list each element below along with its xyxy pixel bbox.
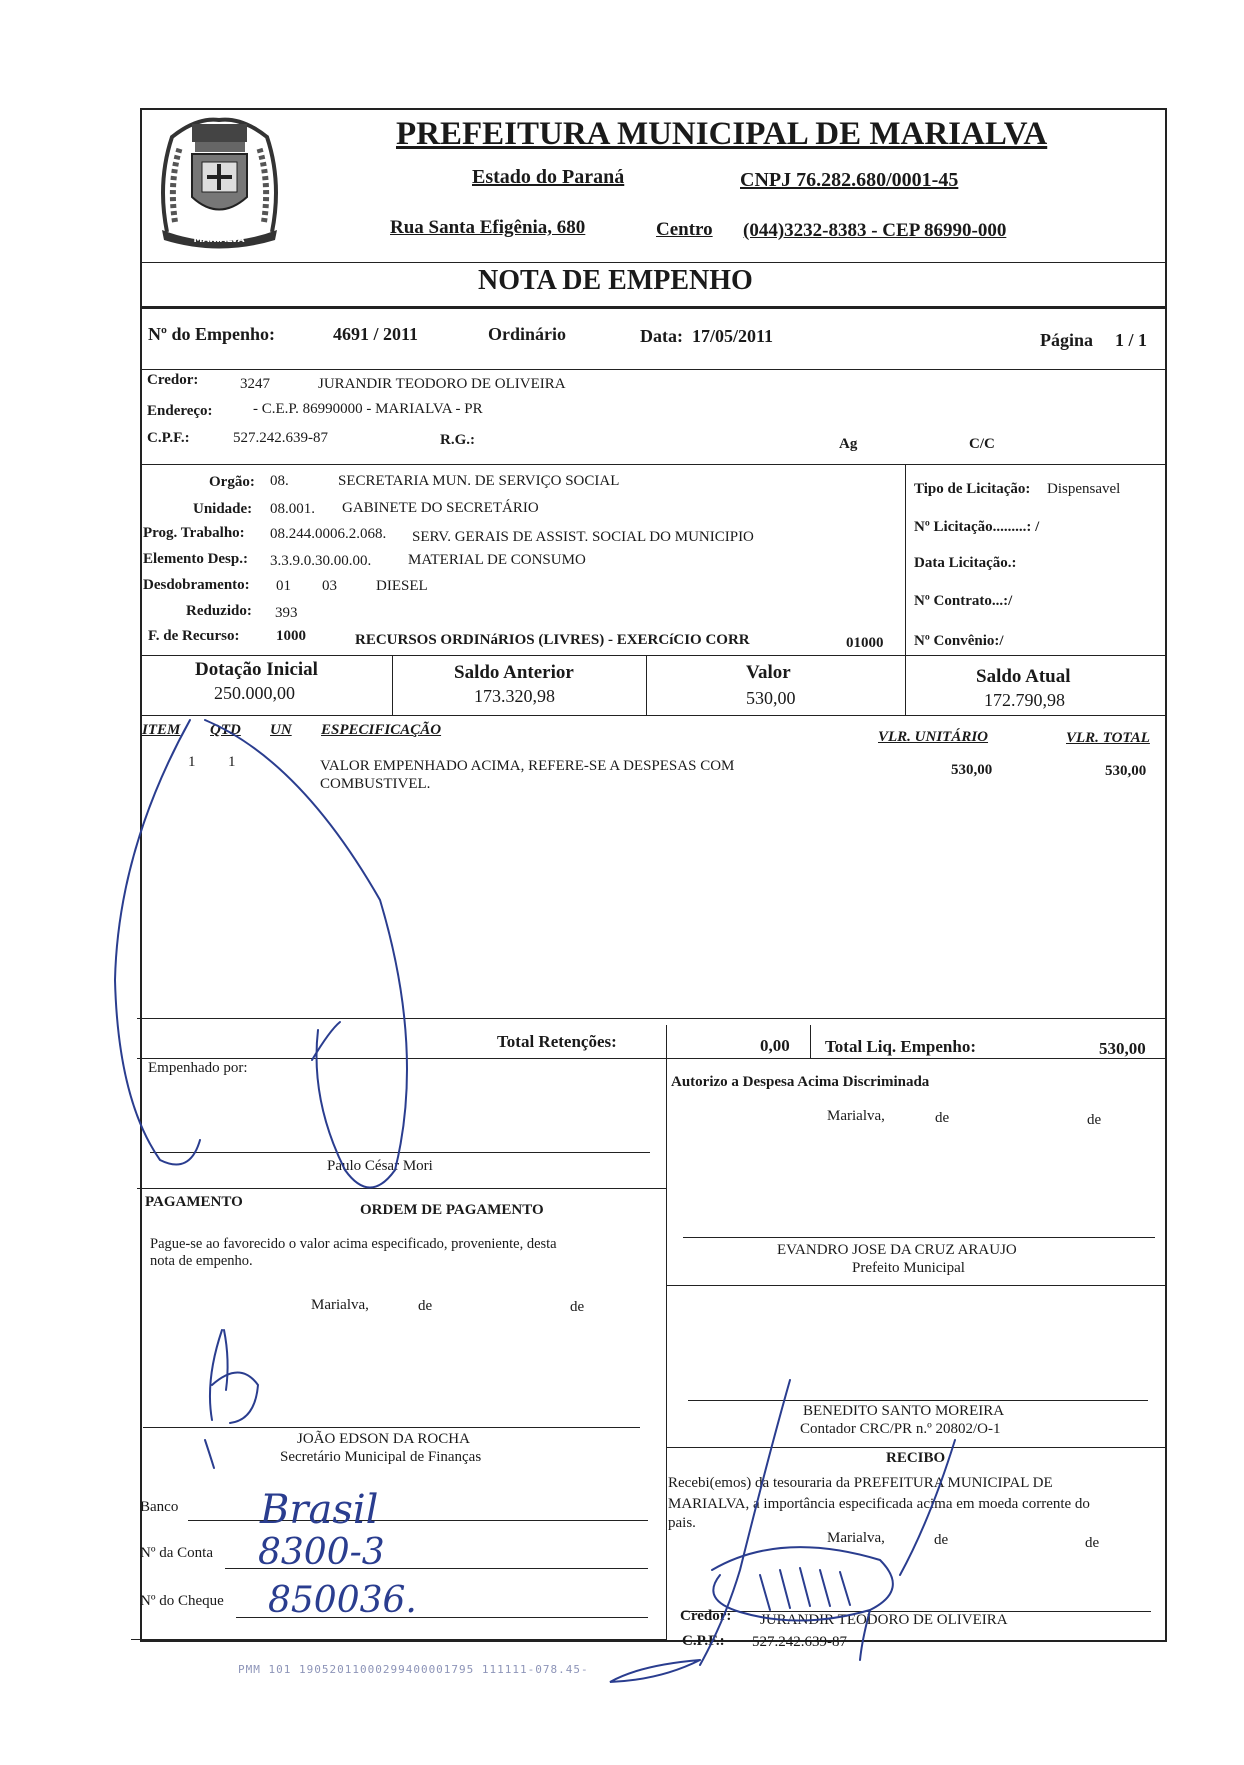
cpf-label: C.P.F.: (147, 430, 190, 446)
page-label: Página (1040, 330, 1094, 350)
unit-value-header: VLR. UNITÁRIO (878, 729, 989, 745)
unidade-name: GABINETE DO SECRETÁRIO (342, 500, 539, 516)
tipo-licitacao: Dispensavel (1047, 481, 1121, 497)
agency-label: Ag (839, 436, 858, 452)
pagamento-label: PAGAMENTO (145, 1194, 243, 1210)
street-address: Rua Santa Efigênia, 680 (390, 217, 586, 238)
row-qtd: 1 (228, 754, 236, 770)
signature-line (143, 1427, 640, 1428)
divider (131, 1639, 666, 1640)
divider (137, 1058, 1166, 1059)
divider (141, 464, 1166, 465)
row-spec-line2: COMBUSTIVEL. (320, 776, 431, 792)
retencoes-label: Total Retenções: (497, 1032, 617, 1051)
footer-control-code: PMM 101 19052011000299400001795 111111-078.45- (238, 1663, 589, 1676)
empenho-date: 17/05/2011 (692, 326, 774, 346)
cnpj: CNPJ 76.282.680/0001-45 (740, 169, 959, 191)
empenhado-signer: Paulo César Mori (327, 1158, 433, 1174)
autorizo-de1: de (935, 1110, 950, 1126)
divider (141, 306, 1166, 309)
retencoes-value: 0,00 (760, 1036, 790, 1055)
unidade-label: Unidade: (193, 501, 253, 517)
saldo-atual-label: Saldo Atual (976, 666, 1071, 687)
divider (137, 1188, 666, 1189)
rg-label: R.G.: (440, 432, 475, 448)
recibo-place: Marialva, (827, 1530, 885, 1546)
spec-header: ESPECIFICAÇÃO (321, 722, 442, 738)
district: Centro (656, 219, 713, 240)
autorizo-de2: de (1087, 1112, 1102, 1128)
financas-name: JOÃO EDSON DA ROCHA (297, 1431, 470, 1447)
valor-label: Valor (746, 662, 791, 683)
date-label: Data: (640, 326, 683, 346)
credor-name: JURANDIR TEODORO DE OLIVEIRA (318, 376, 566, 392)
elemento-name: MATERIAL DE CONSUMO (408, 552, 586, 568)
un-header: UN (270, 722, 292, 738)
credor-label: Credor: (147, 372, 199, 388)
divider (141, 655, 1166, 656)
numero-contrato: Nº Contrato...:/ (914, 593, 1013, 609)
fonte-label: F. de Recurso: (148, 628, 240, 644)
divider (646, 655, 647, 715)
orgao-name: SECRETARIA MUN. DE SERVIÇO SOCIAL (338, 473, 620, 489)
empenho-number: 4691 / 2011 (333, 324, 419, 344)
recibo-credor-name: JURANDIR TEODORO DE OLIVEIRA (760, 1612, 1008, 1628)
financas-role: Secretário Municipal de Finanças (280, 1449, 482, 1465)
empenho-label: Nº do Empenho: (148, 324, 275, 344)
data-licitacao: Data Licitação.: (914, 555, 1017, 571)
recibo-cpf: 527.242.639-87 (752, 1634, 847, 1650)
empenhado-label: Empenhado por: (148, 1060, 248, 1076)
signature-line (683, 1237, 1155, 1238)
fonte-number: 01000 (846, 635, 884, 651)
recibo-text-1: Recebi(emos) da tesouraria da PREFEITURA MUNICIPAL DE (668, 1475, 1053, 1491)
divider (666, 1447, 1166, 1448)
credor-address: - C.E.P. 86990000 - MARIALVA - PR (253, 401, 483, 417)
recibo-de1: de (934, 1532, 949, 1548)
credor-cpf: 527.242.639-87 (233, 430, 328, 446)
reduzido-code: 393 (275, 605, 298, 621)
conta-label: Nº da Conta (140, 1545, 213, 1561)
saldo-anterior-label: Saldo Anterior (454, 662, 574, 683)
orgao-label: Orgão: (209, 474, 255, 490)
saldo-atual-value: 172.790,98 (984, 690, 1065, 710)
elemento-code: 3.3.9.0.30.00.00. (270, 553, 372, 569)
dotacao-value: 250.000,00 (214, 683, 295, 703)
recibo-cpf-label: C.P.F.: (682, 1633, 725, 1649)
valor-value: 530,00 (746, 688, 796, 708)
municipal-coat-of-arms-icon (147, 112, 292, 252)
municipality-title: PREFEITURA MUNICIPAL DE MARIALVA (396, 116, 1048, 152)
banco-label: Banco (140, 1499, 179, 1515)
divider (666, 1025, 667, 1059)
recibo-title: RECIBO (886, 1450, 946, 1466)
autorizo-label: Autorizo a Despesa Acima Discriminada (671, 1074, 930, 1090)
svg-text:MARIALVA: MARIALVA (193, 235, 245, 245)
address-label: Endereço: (147, 403, 213, 419)
divider (137, 1018, 1166, 1019)
desdobramento-a: 01 (276, 578, 291, 594)
divider (141, 262, 1166, 263)
page-number: 1 / 1 (1115, 330, 1148, 350)
item-header: ITEM (142, 722, 181, 738)
pagamento-text-2: nota de empenho. (150, 1253, 253, 1269)
tipo-licitacao-label: Tipo de Licitação: (914, 481, 1031, 497)
desdobramento-b: 03 (322, 578, 337, 594)
banco-handwriting: Brasil (260, 1487, 379, 1533)
row-item: 1 (188, 754, 196, 770)
row-unit-value: 530,00 (951, 762, 993, 778)
pagamento-place: Marialva, (311, 1297, 369, 1313)
signature-line (688, 1400, 1148, 1401)
numero-convenio: Nº Convênio:/ (914, 633, 1004, 649)
recibo-de2: de (1085, 1535, 1100, 1551)
total-value-header: VLR. TOTAL (1066, 730, 1150, 746)
pagamento-text-1: Pague-se ao favorecido o valor acima especificado, proveniente, desta (150, 1236, 557, 1252)
pagamento-de2: de (570, 1299, 585, 1315)
credor-code: 3247 (240, 376, 270, 392)
divider (141, 369, 1166, 370)
banco-line (188, 1520, 648, 1521)
mayor-name: EVANDRO JOSE DA CRUZ ARAUJO (777, 1242, 1017, 1258)
qtd-header: QTD (210, 722, 241, 738)
divider (392, 655, 393, 715)
conta-handwriting: 8300-3 (258, 1532, 385, 1573)
divider (141, 715, 1166, 716)
document-title: NOTA DE EMPENHO (478, 265, 753, 296)
dotacao-label: Dotação Inicial (195, 659, 318, 680)
divider (905, 655, 906, 715)
elemento-label: Elemento Desp.: (143, 551, 248, 567)
contador-role: Contador CRC/PR n.º 20802/O-1 (800, 1421, 1001, 1437)
recibo-credor-label: Credor: (680, 1608, 732, 1624)
pagamento-de1: de (418, 1298, 433, 1314)
cheque-handwriting: 850036. (268, 1580, 417, 1621)
signature-line (150, 1152, 650, 1153)
phone-cep: (044)3232-8383 - CEP 86990-000 (743, 220, 1007, 241)
divider (666, 1058, 667, 1642)
desdobramento-name: DIESEL (376, 578, 428, 594)
recibo-text-2: MARIALVA, a importância especificada acima em moeda corrente do (668, 1496, 1090, 1512)
fonte-code: 1000 (276, 628, 306, 644)
prog-label: Prog. Trabalho: (143, 525, 245, 541)
saldo-anterior-value: 173.320,98 (474, 686, 555, 706)
total-liquido-label: Total Liq. Empenho: (825, 1037, 976, 1056)
divider (666, 1285, 1166, 1286)
row-total-value: 530,00 (1105, 763, 1147, 779)
empenho-type: Ordinário (488, 324, 567, 344)
numero-licitacao: Nº Licitação.........: / (914, 519, 1040, 535)
divider (905, 465, 906, 656)
total-liquido-value: 530,00 (1099, 1039, 1146, 1058)
unidade-code: 08.001. (270, 501, 315, 517)
divider (810, 1025, 811, 1059)
row-spec-line1: VALOR EMPENHADO ACIMA, REFERE-SE A DESPESAS COM (320, 758, 735, 774)
state-name: Estado do Paraná (472, 166, 625, 188)
account-label: C/C (969, 436, 995, 452)
reduzido-label: Reduzido: (186, 603, 252, 619)
recibo-text-3: pais. (668, 1515, 696, 1531)
fonte-name: RECURSOS ORDINáRIOS (LIVRES) - EXERCíCIO CORR (355, 632, 750, 648)
prog-name: SERV. GERAIS DE ASSIST. SOCIAL DO MUNICIPIO (412, 529, 754, 545)
prog-code: 08.244.0006.2.068. (270, 526, 387, 542)
desdobramento-label: Desdobramento: (143, 577, 250, 593)
ordem-pagamento-label: ORDEM DE PAGAMENTO (360, 1202, 544, 1218)
autorizo-place: Marialva, (827, 1108, 885, 1124)
mayor-role: Prefeito Municipal (852, 1260, 965, 1276)
contador-name: BENEDITO SANTO MOREIRA (803, 1403, 1005, 1419)
cheque-label: Nº do Cheque (140, 1593, 224, 1609)
orgao-code: 08. (270, 473, 289, 489)
